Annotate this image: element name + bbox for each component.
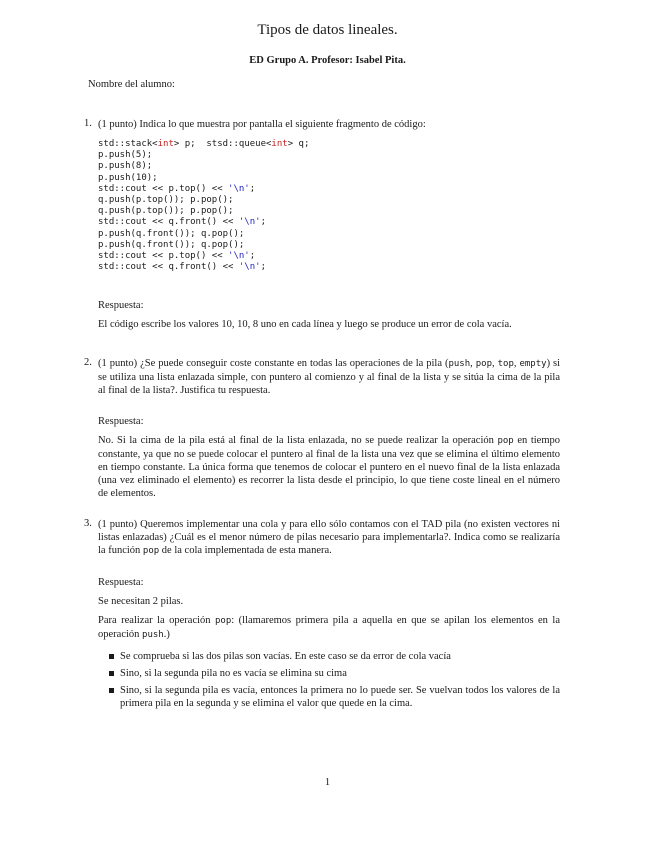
code-line-2: p.push(5); xyxy=(98,150,153,161)
question-prompt: (1 punto) Indica lo que muestra por pantalla el siguiente fragmento de código: xyxy=(98,119,426,130)
code-line-4: p.push(10); xyxy=(98,172,158,183)
code-line-10: p.push(q.front()); q.pop(); xyxy=(98,239,245,250)
code-line-6: q.push(p.top()); p.pop(); xyxy=(98,195,234,206)
question-number: 1. xyxy=(84,118,92,129)
answer-text: Se necesitan 2 pilas. xyxy=(98,596,184,607)
bullet-icon xyxy=(109,688,114,693)
bullet-icon xyxy=(109,671,114,676)
answer-label: Respuesta: xyxy=(98,577,144,588)
answer-label: Respuesta: xyxy=(98,416,144,427)
question-number: 3. xyxy=(84,518,92,529)
code-line-5: std::cout << p.top() << '\n'; xyxy=(98,183,256,194)
answer-text: Para realizar la operación pop: (llamaremos primera pila a aquella en que se apilan los elementos en la operación push.) xyxy=(98,615,560,640)
code-block xyxy=(98,139,560,273)
page-title: Tipos de datos lineales. xyxy=(257,22,398,38)
list-item: Sino, si la segunda pila es vacía, entonces la primera no lo puede ser. Se vuelvan todos los valores de la primera pila en la segunda y se elimina el valor que quede en la cima. xyxy=(98,684,560,710)
answer-label: Respuesta: xyxy=(98,300,144,312)
answer-text: El código escribe los valores 10, 10, 8 uno en cada línea y luego se produce un error de cola vacía. xyxy=(98,319,512,331)
course-subtitle: ED Grupo A. Profesor: Isabel Pita. xyxy=(249,55,406,66)
question-prompt: (1 punto) Queremos implementar una cola y para ello sólo contamos con el TAD pila (no existen vectores ni listas enlazadas) ¿Cuál es el menor número de pilas necesario para implementarla?. Indica como se realizaría la función pop de la cola implementada de esta manera. xyxy=(98,519,560,556)
answer-text: No. Si la cima de la pila está al final de la lista enlazada, no se puede realizar la operación pop en tiempo constante, ya que no se puede colocar el puntero al final de la lista una vez que se elimina el último elemento en tiempo constante. La única forma que tenemos de colocar el puntero en el nuevo final de la lista enlazada (una vez eliminado el elemento) es recorrer la lista desde el principio, lo que tiene coste lineal en el número de elementos. xyxy=(98,435,560,499)
bullet-icon xyxy=(109,654,114,659)
code-line-8: std::cout << q.front() << '\n'; xyxy=(98,217,266,228)
page-number: 1 xyxy=(324,777,331,788)
code-line-12: std::cout << q.front() << '\n'; xyxy=(98,262,266,273)
question-prompt: (1 punto) ¿Se puede conseguir coste constante en todas las operaciones de la pila (push, pop, top, empty) si se utiliza una lista enlazada simple, con puntero al comienzo y al final de la lista y se sitúa la cima de la pila al final de la lista?. Justifica tu respuesta. xyxy=(98,358,561,396)
code-line-3: p.push(8); xyxy=(98,161,153,172)
code-line-9: p.push(q.front()); q.pop(); xyxy=(98,228,245,239)
list-item: Sino, si la segunda pila no es vacía se elimina su cima xyxy=(98,667,560,680)
question-number: 2. xyxy=(84,357,92,368)
student-name-label: Nombre del alumno: xyxy=(88,79,175,90)
code-line-1: std::stack<int> p; stsd::queue<int> q; xyxy=(98,139,310,149)
answer-bullet-list xyxy=(98,650,560,710)
code-line-11: std::cout << p.top() << '\n'; xyxy=(98,251,256,262)
code-line-7: q.push(p.top()); p.pop(); xyxy=(98,206,234,217)
list-item: Se comprueba si las dos pilas son vacías. En este caso se da error de cola vacía xyxy=(98,650,560,663)
